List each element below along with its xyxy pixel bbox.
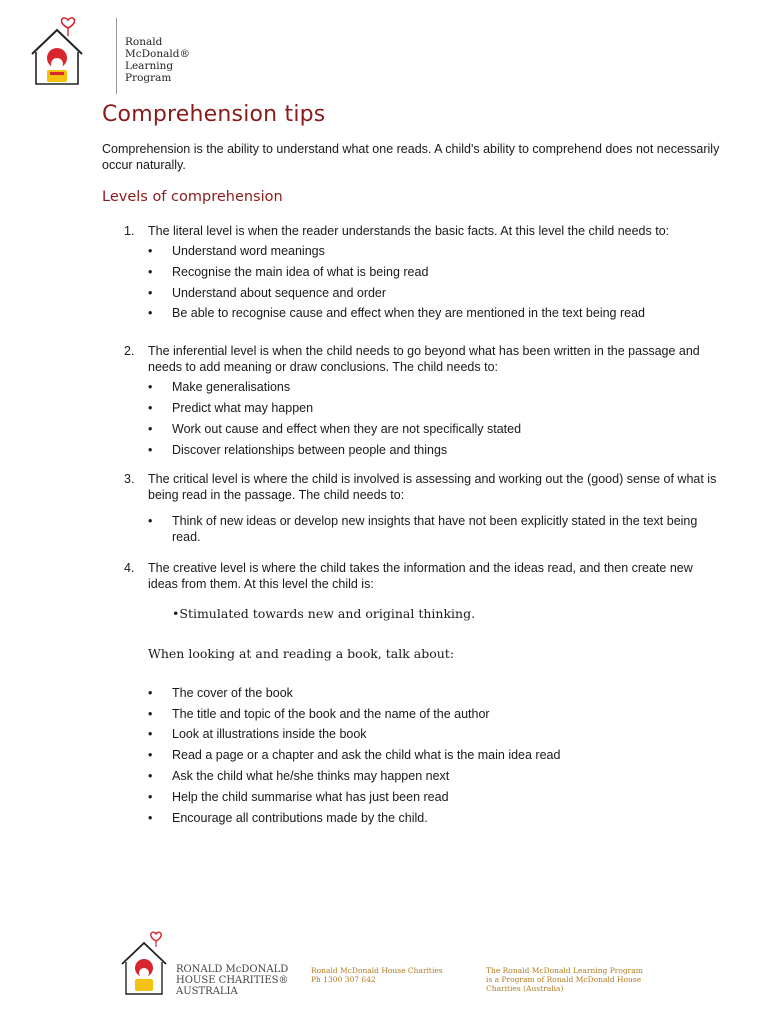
bullet-item [148, 789, 722, 805]
bullet-text: Make generalisations [172, 380, 291, 395]
program-info [486, 966, 643, 993]
level-item [102, 471, 722, 545]
charity-name [176, 964, 289, 997]
bullet-item [148, 379, 722, 395]
program-name-line: Ronald [125, 36, 163, 48]
intro-paragraph: Comprehension is the ability to understand what one reads. A child's ability to comprehend does not necessarily occur naturally. [102, 142, 720, 172]
bullet-text: Understand word meanings [172, 244, 325, 258]
bullet-text: Be able to recognise cause and effect when they are mentioned in the text being read [172, 306, 646, 321]
bullet-text: Predict what may happen [172, 401, 314, 416]
program-name [125, 36, 190, 84]
section-heading: Levels of comprehension [102, 189, 283, 205]
bullet-icon: • [148, 264, 153, 279]
bullet-item [148, 243, 722, 259]
contact-info [311, 966, 443, 984]
bullet-icon: • [148, 401, 153, 416]
level-number: 1. [124, 224, 135, 238]
bullet-icon: • [148, 285, 153, 300]
bullet-icon: • [148, 685, 153, 700]
serif-bullet [172, 606, 722, 622]
level-item [102, 560, 722, 622]
book-heading: When looking at and reading a book, talk about: [148, 645, 455, 661]
bullet-icon: • [148, 306, 153, 321]
level-item [102, 343, 722, 457]
bullet-icon: • [148, 380, 153, 395]
bullet-item [148, 513, 722, 545]
bullet-text: Recognise the main idea of what is being read [172, 264, 429, 279]
bullet-item [148, 305, 722, 321]
book-tips-list [148, 685, 722, 826]
bullet-icon: • [172, 605, 180, 621]
level-text: The critical level is where the child is involved is assessing and working out the (good) sense of what is being read in the passage. The child needs to: [148, 471, 717, 502]
bullet-item [148, 442, 722, 458]
level-number: 4. [124, 560, 135, 575]
level-number: 2. [124, 344, 135, 359]
program-name-line: McDonald® [125, 48, 190, 60]
program-logo [26, 14, 190, 94]
bullet-icon: • [148, 789, 153, 804]
level-item [102, 223, 722, 321]
page-title: Comprehension tips [102, 102, 326, 127]
bullet-text: Help the child summarise what has just been read [172, 789, 449, 804]
contact-line: Ph 1300 307 642 [311, 975, 376, 984]
house-logo-icon [26, 14, 88, 92]
bullet-text: The cover of the book [172, 685, 293, 700]
charity-name-line: HOUSE CHARITIES® [176, 975, 289, 986]
program-name-line: Learning [125, 60, 174, 72]
level-number: 3. [124, 471, 135, 486]
footer [118, 930, 648, 1010]
program-name-line: Program [125, 72, 172, 84]
level-text: The creative level is where the child takes the information and the ideas read, and then create new ideas from them. At this level the child is: [148, 560, 693, 591]
bullet-text: Think of new ideas or develop new insights that have not been explicitly stated in the text being read. [172, 513, 698, 544]
bullet-item [148, 726, 722, 742]
bullet-text: Work out cause and effect when they are not specifically stated [172, 421, 522, 436]
bullet-item [148, 264, 722, 280]
document-body [102, 102, 722, 830]
level-bullets [148, 243, 722, 321]
program-line: The Ronald McDonald Learning Program [486, 966, 643, 975]
program-line: Charities (Australia) [486, 984, 564, 993]
bullet-icon: • [148, 421, 153, 436]
charity-name-line: RONALD McDONALD [176, 964, 289, 975]
bullet-item [148, 685, 722, 701]
bullet-icon: • [148, 727, 153, 742]
bullet-item [148, 285, 722, 301]
level-bullets [148, 379, 722, 457]
bullet-item [148, 810, 722, 826]
bullet-text: Discover relationships between people and things [172, 442, 448, 457]
house-charities-logo-icon [118, 930, 170, 1002]
level-text: The literal level is when the reader understands the basic facts. At this level the child needs to: [148, 224, 670, 238]
bullet-text: Encourage all contributions made by the child. [172, 810, 428, 825]
charity-name-line: AUSTRALIA [176, 986, 238, 997]
bullet-icon: • [148, 748, 153, 763]
bullet-text: Understand about sequence and order [172, 285, 387, 300]
bullet-icon: • [148, 244, 153, 258]
level-text: The inferential level is when the child needs to go beyond what has been written in the passage and needs to add meaning or draw conclusions. The child needs to: [148, 344, 700, 375]
bullet-item [148, 768, 722, 784]
contact-line: Ronald McDonald House Charities [311, 966, 443, 975]
bullet-icon: • [148, 442, 153, 457]
bullet-text: Read a page or a chapter and ask the child what is the main idea read [172, 748, 561, 763]
program-line: is a Program of Ronald McDonald House [486, 975, 642, 984]
logo-divider [116, 18, 117, 94]
level-bullets [148, 513, 722, 545]
levels-list [102, 223, 722, 622]
bullet-icon: • [148, 768, 153, 783]
bullet-item [148, 747, 722, 763]
bullet-icon: • [148, 810, 153, 825]
bullet-text: Stimulated towards new and original thinking. [179, 605, 476, 621]
bullet-item [148, 706, 722, 722]
bullet-text: Ask the child what he/she thinks may happen next [172, 768, 450, 783]
bullet-icon: • [148, 513, 153, 528]
bullet-item [148, 400, 722, 416]
bullet-text: Look at illustrations inside the book [172, 727, 367, 742]
bullet-icon: • [148, 706, 153, 721]
bullet-item [148, 421, 722, 437]
bullet-text: The title and topic of the book and the name of the author [172, 706, 490, 721]
